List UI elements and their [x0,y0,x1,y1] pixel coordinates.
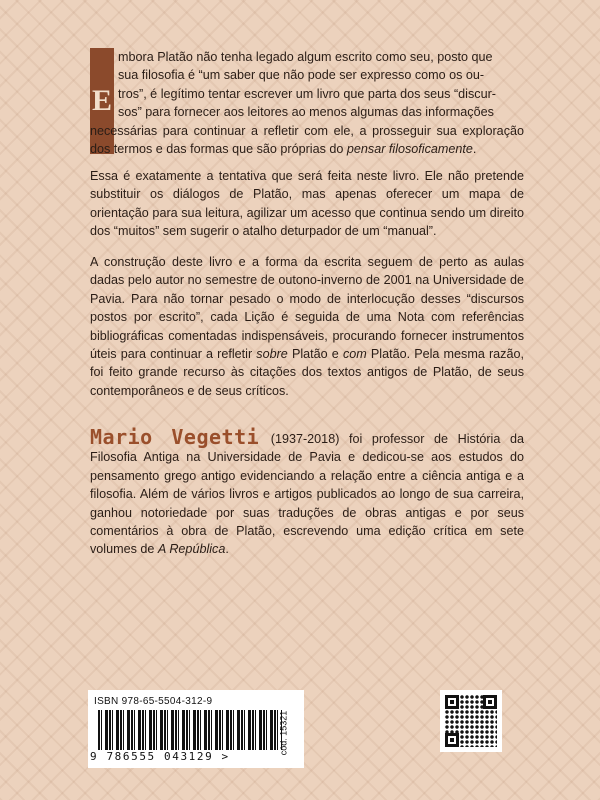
third-paragraph-em-sobre: sobre [256,347,288,362]
author-bio-text: (1937-2018) foi professor de História da Filosofia Antiga na Universidade de Pavia e dedicou-se aos estudos do pensamento grego antigo evidenciando a relação entre a ciência antiga e a filosofia. Além de vários livros e artigos publicados ao longo de sua carreira, ganhou notoriedade por suas traduções de obras antigas e por seus comentários à obra de Platão, escrevendo uma edição crítica em sete volumes de [90,432,524,557]
product-code: cód. 15321 [278,710,289,756]
intro-paragraph [90,48,524,158]
intro-rest: necessárias para continuar a refletir com ele, a prosseguir sua exploração dos termos e das formas que são próprias do [90,123,524,157]
author-bio-book-title: A República [157,542,226,557]
isbn-barcode [88,690,304,768]
drop-cap-letter: E [91,84,112,117]
third-paragraph-a: A construção deste livro e a forma da escrita seguem de perto as aulas dadas pelo autor no semestre de outono-inverno de 2001 na Universidade de Pavia. Para não tornar pesado o modo de interlocução desses “discursos postos por escrito”, cada Lição é seguida de uma Nota com referências bibliográficas comentadas indispensáveis, procurando fornecer instrumentos úteis para continuar a refletir [90,255,524,362]
qr-finder-top-left [445,695,459,709]
qr-code-icon [440,690,502,752]
third-paragraph-em-com: com [342,347,367,362]
intro-line-3: tros”, é legítimo tentar escrever um livro que parta dos seus “discur- [118,86,496,101]
intro-line-2: sua filosofia é “um saber que não pode ser expresso como os ou- [118,68,485,83]
intro-end: . [472,142,477,157]
barcode-bars [98,710,282,750]
intro-line-1: mbora Platão não tenha legado algum escrito como seu, posto que [118,50,493,64]
intro-line-4: sos” para fornecer aos leitores ao menos algumas das informações [118,105,494,120]
third-paragraph-b: Platão e [287,347,343,362]
author-bio-end: . [225,542,229,557]
author-name: Mario Vegetti [90,425,260,449]
intro-emphasis: pensar filosoficamente [346,142,473,157]
second-paragraph-text: Essa é exatamente a tentativa que será feita neste livro. Ele não pretende substituir os diálogos de Platão, mas apenas oferecer um mapa de orientação para sua leitura, agilizar um acesso que continua sendo um direito dos “muitos” sem sugerir o atalho deturpador de um “manual”. [90,169,524,239]
qr-finder-bottom-left [445,733,459,747]
third-paragraph-c: Platão. Pela mesma razão, foi feito grande recurso às citações dos textos antigos de Platão, de seus contemporâneos e de seus críticos. [90,347,524,398]
third-paragraph [90,253,524,400]
barcode-digits: 9 786555 043129 > [90,750,230,763]
isbn-label: ISBN 978-65-5504-312-9 [94,696,213,707]
second-paragraph [90,167,524,241]
author-bio [90,425,524,559]
qr-finder-top-right [483,695,497,709]
